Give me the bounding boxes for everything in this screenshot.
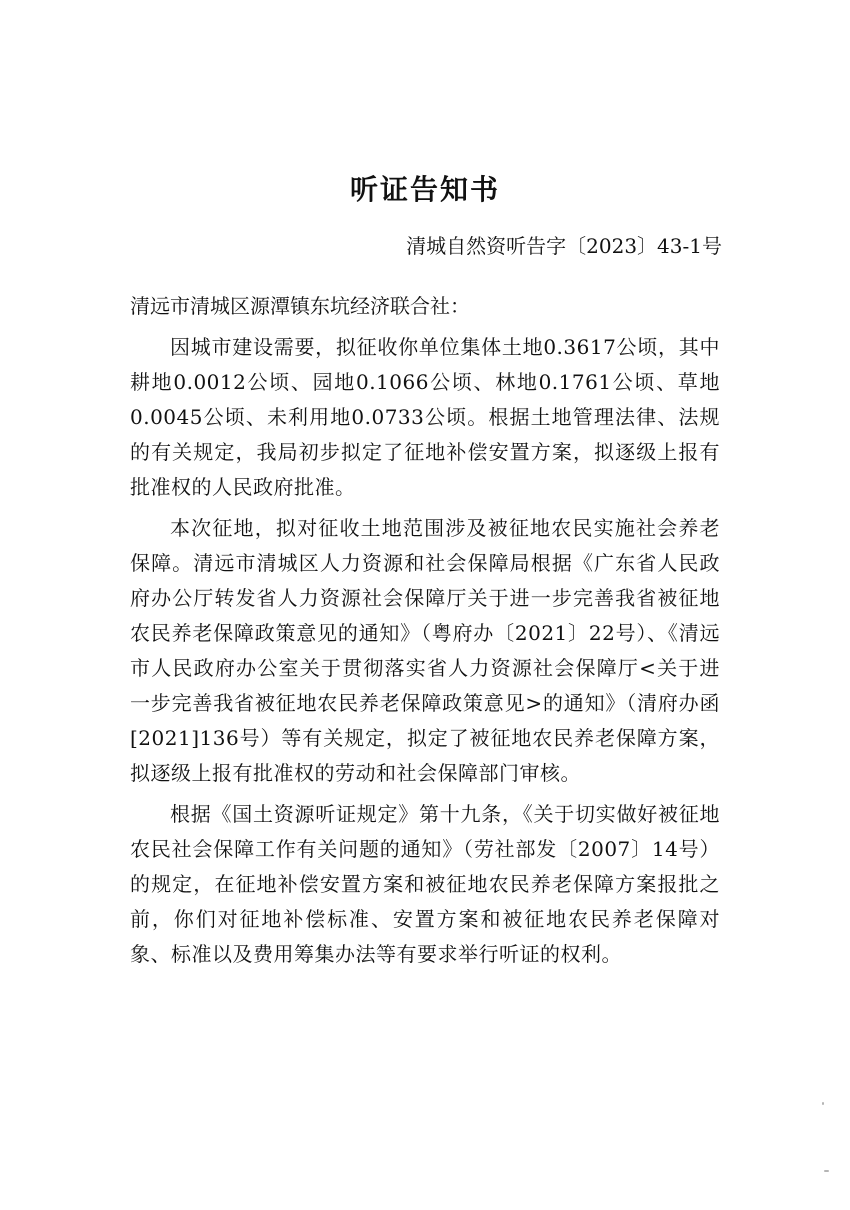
scan-mark <box>822 1102 824 1105</box>
paragraph-land-acquisition: 因城市建设需要，拟征收你单位集体土地0.3617公顷，其中耕地0.0012公顷、园地0.1066公顷、林地0.1761公顷、草地0.0045公顷、未利用地0.0733公顷。根据土地管理法律、法规的有关规定，我局初步拟定了征地补偿安置方案，拟逐级上报有批准权的人民政府批准。 <box>130 335 720 499</box>
document-number: 清城自然资听告字〔2023〕43-1号 <box>406 234 722 258</box>
addressee: 清远市清城区源潭镇东坑经济联合社： <box>130 294 470 318</box>
paragraph-hearing-rights: 根据《国土资源听证规定》第十九条，《关于切实做好被征地农民社会保障工作有关问题的通知》（劳社部发〔2007〕14号）的规定，在征地补偿安置方案和被征地农民养老保障方案报批之前，你们对征地补偿标准、安置方案和被征地农民养老保障对象、标准以及费用筹集办法等有要求举行听证的权利。 <box>130 802 720 966</box>
scan-mark <box>824 1170 829 1172</box>
document-body <box>130 330 720 978</box>
paragraph-pension-security: 本次征地，拟对征收土地范围涉及被征地农民实施社会养老保障。清远市清城区人力资源和社会保障局根据《广东省人民政府办公厅转发省人力资源社会保障厅关于进一步完善我省被征地农民养老保障政策意见的通知》（粤府办〔2021〕22号）、《清远市人民政府办公室关于贯彻落实省人力资源社会保障厅<关于进一步完善我省被征地农民养老保障政策意见>的通知》（清府办函[2021]136号）等有关规定，拟定了被征地农民养老保障方案，拟逐级上报有批准权的劳动和社会保障部门审核。 <box>130 516 720 785</box>
page-title: 听证告知书 <box>349 173 500 206</box>
